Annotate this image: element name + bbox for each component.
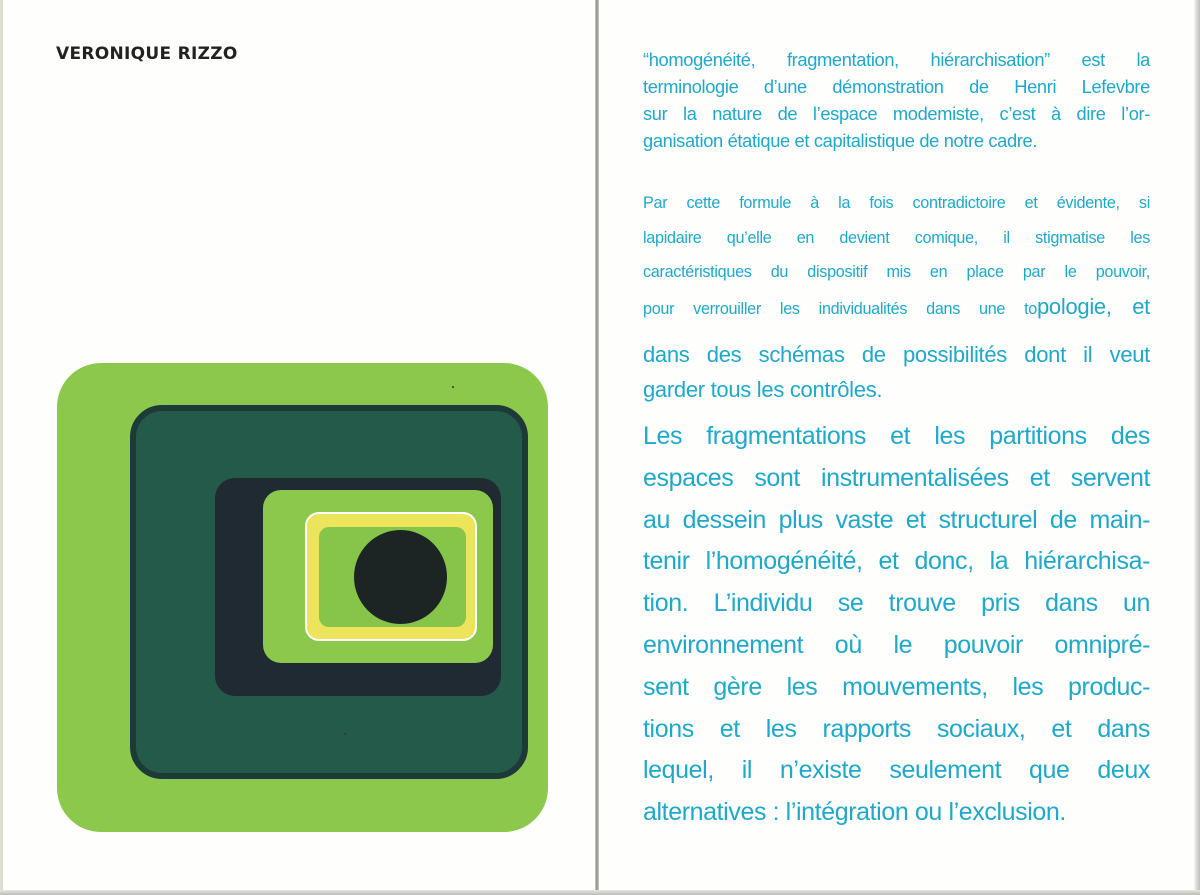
- page-edge: [1194, 0, 1200, 895]
- paragraph-2-continued: [643, 337, 1150, 407]
- text-line-mixed-size: [643, 290, 1150, 327]
- text-line: au dessein plus vaste et structurel de main-: [643, 505, 1150, 534]
- print-speck: [344, 733, 346, 735]
- text-line: lapidaire qu’elle en devient comique, il stigmatise les: [643, 228, 1150, 247]
- text-line: dans des schémas de possibilités dont il veut: [643, 342, 1150, 367]
- paragraph-3: [643, 416, 1150, 834]
- artwork-black-circle: [354, 530, 447, 624]
- text-line: garder tous les contrôles.: [643, 377, 883, 402]
- text-line: lequel, il n’existe seulement que deux: [643, 756, 1150, 785]
- text-line: sur la nature de l’espace modemiste, c’est à dire l’or-: [643, 103, 1150, 124]
- print-speck: [452, 386, 454, 388]
- text-line: alternatives : l’intégration ou l’exclusion.: [643, 798, 1066, 827]
- text-line: tenir l’homogénéité, et donc, la hiérarchisa-: [643, 547, 1150, 576]
- text-line: environnement où le pouvoir omnipré-: [643, 630, 1150, 659]
- text-line: terminologie d’une démonstration de Henri Lefevbre: [643, 76, 1150, 97]
- page-bottom-edge: [0, 890, 1200, 895]
- text-fragment: pour verrouiller les individualités dans une to: [643, 299, 1037, 318]
- book-spine: [595, 0, 599, 895]
- author-name: VERONIQUE RIZZO: [56, 44, 238, 64]
- text-line: “homogénéité, fragmentation, hiérarchisation” est la: [643, 49, 1150, 70]
- paragraph-2: [643, 186, 1150, 326]
- paragraph-1: [643, 46, 1150, 154]
- text-fragment-enlarged: pologie, et: [1036, 293, 1150, 319]
- text-line: sent gère les mouvements, les produc-: [643, 672, 1150, 701]
- text-line: caractéristiques du dispositif mis en place par le pouvoir,: [643, 263, 1150, 281]
- text-line: ganisation étatique et capitalistique de notre cadre.: [643, 130, 1038, 151]
- text-line: tion. L’individu se trouve pris dans un: [643, 589, 1150, 618]
- text-line: espaces sont instrumentalisées et servent: [643, 463, 1150, 492]
- text-line: tions et les rapports sociaux, et dans: [643, 714, 1150, 743]
- text-line: Par cette formule à la fois contradictoire et évidente, si: [643, 194, 1150, 212]
- text-line: Les fragmentations et les partitions des: [643, 422, 1150, 450]
